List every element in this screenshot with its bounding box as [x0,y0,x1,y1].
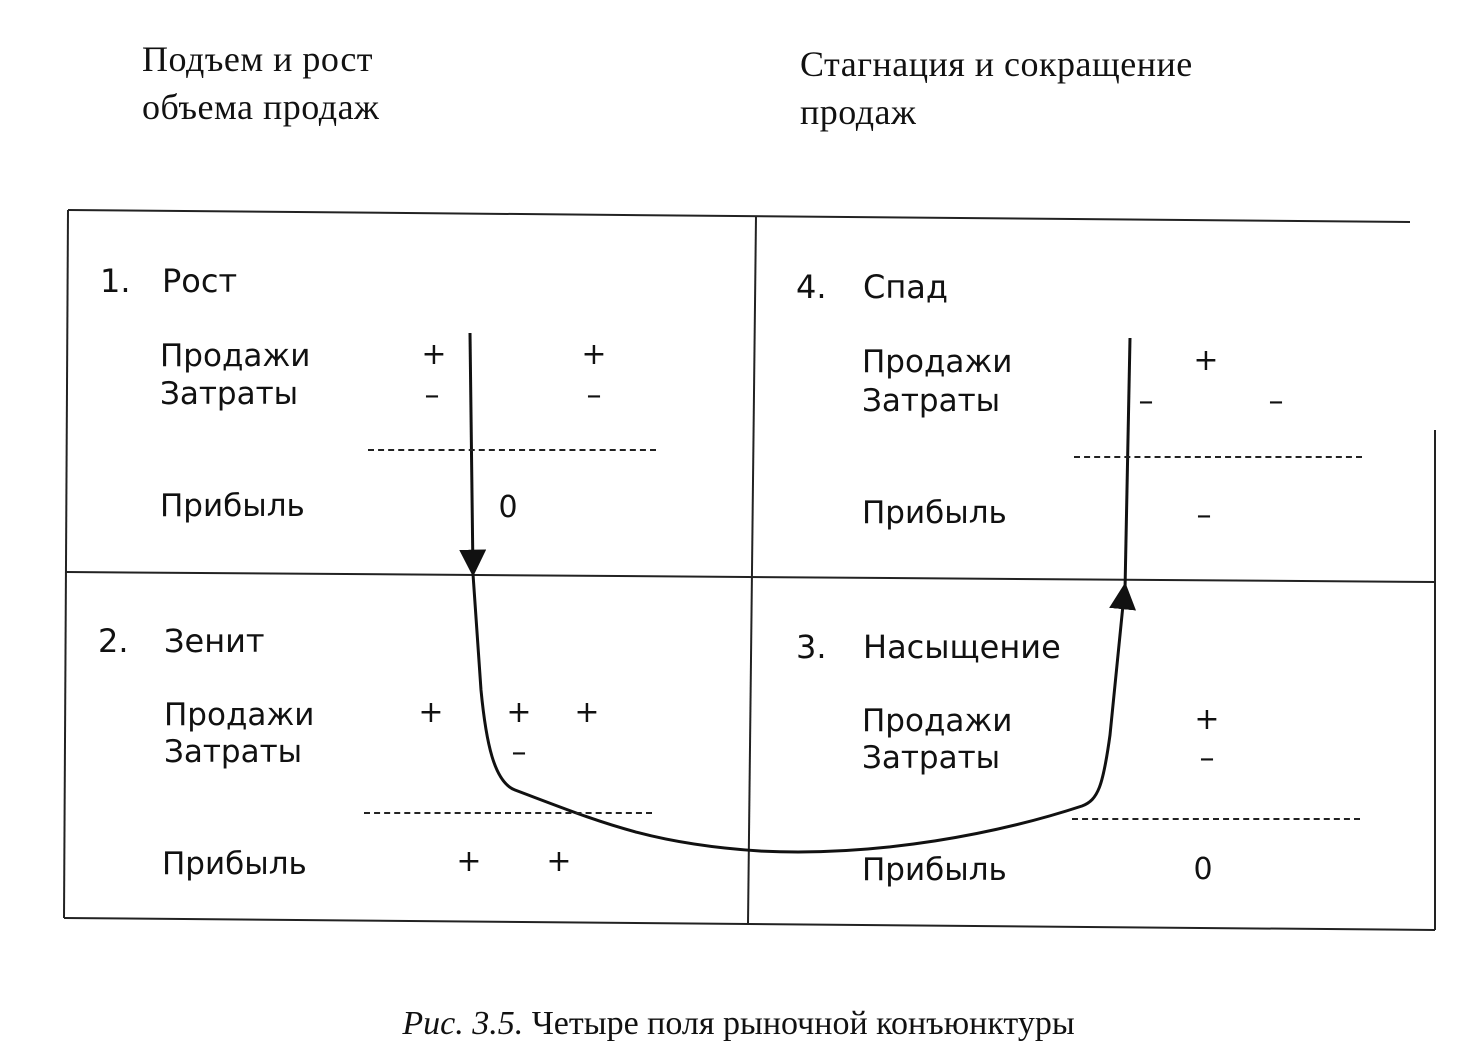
quadrant-saturation-divider [1072,818,1360,820]
quadrant-growth-sales-label: Продажи [160,338,311,374]
quadrant-zenith-sales-mark: + [506,695,532,730]
quadrant-growth-title: Рост [162,262,238,300]
quadrant-zenith-profit-mark: + [546,844,572,879]
quadrant-growth-sales-mark: + [421,337,447,372]
grid-left-border [64,210,68,918]
cycle-arrow-up [1125,338,1130,590]
quadrant-zenith-costs-label: Затраты [164,734,303,770]
quadrant-saturation-sales-label: Продажи [862,703,1013,739]
quadrant-decline-costs-label: Затраты [862,383,1001,419]
quadrant-growth-costs-mark: – [424,378,440,413]
figure-caption [0,1005,1477,1043]
quadrant-zenith-costs-mark: – [511,735,527,770]
quadrant-zenith-sales-mark: + [418,695,444,730]
quadrant-decline-sales-label: Продажи [862,344,1013,380]
quadrant-saturation-costs-mark: – [1199,741,1215,776]
quadrant-zenith-title: Зенит [164,622,265,660]
quadrant-growth-profit-mark: 0 [498,490,518,525]
quadrant-zenith-sales-label: Продажи [164,697,315,733]
quadrant-zenith-number: 2. [98,622,129,660]
figure-caption-number: Рис. 3.5. [402,1005,524,1042]
grid-horizontal-divider [66,572,1435,582]
quadrant-saturation-profit-mark: 0 [1193,852,1213,887]
quadrant-saturation-costs-label: Затраты [862,740,1001,776]
quadrant-decline-profit-mark: – [1196,498,1212,533]
quadrant-zenith-sales-mark: + [574,695,600,730]
quadrant-saturation-profit-label: Прибыль [862,852,1007,888]
header-right-line-1: Стагнация и сокращение [800,44,1193,84]
quadrant-decline-number: 4. [796,268,827,306]
quadrant-decline-divider [1074,456,1362,458]
quadrant-growth-costs-mark: – [586,378,602,413]
grid-top-border [68,210,1410,222]
grid-bottom-border [64,918,1435,930]
quadrant-zenith-divider [364,812,652,814]
quadrant-growth-profit-label: Прибыль [160,488,305,524]
quadrant-decline-costs-mark: – [1268,384,1284,419]
quadrant-saturation-sales-mark: + [1194,702,1220,737]
quadrant-saturation-number: 3. [796,628,827,666]
quadrant-saturation-title: Насыщение [863,628,1061,666]
quadrant-zenith-profit-mark: + [456,844,482,879]
header-right-line-2: продаж [800,92,917,132]
quadrant-growth-number: 1. [100,262,131,300]
quadrant-decline-sales-mark: + [1193,343,1219,378]
header-left-line-1: Подъем и рост [142,39,374,79]
quadrant-decline-profit-label: Прибыль [862,495,1007,531]
quadrant-growth-costs-label: Затраты [160,376,299,412]
cycle-arrow-down [470,333,473,574]
header-left-line-2: объема продаж [142,87,380,127]
quadrant-zenith-profit-label: Прибыль [162,846,307,882]
grid-vertical-divider [748,216,756,924]
quadrant-decline-costs-mark: – [1138,384,1154,419]
figure-caption-text: Четыре поля рыночной конъюнктуры [531,1005,1075,1042]
quadrant-decline-title: Спад [863,268,948,306]
quadrant-growth-divider [368,449,656,451]
quadrant-growth-sales-mark: + [581,337,607,372]
